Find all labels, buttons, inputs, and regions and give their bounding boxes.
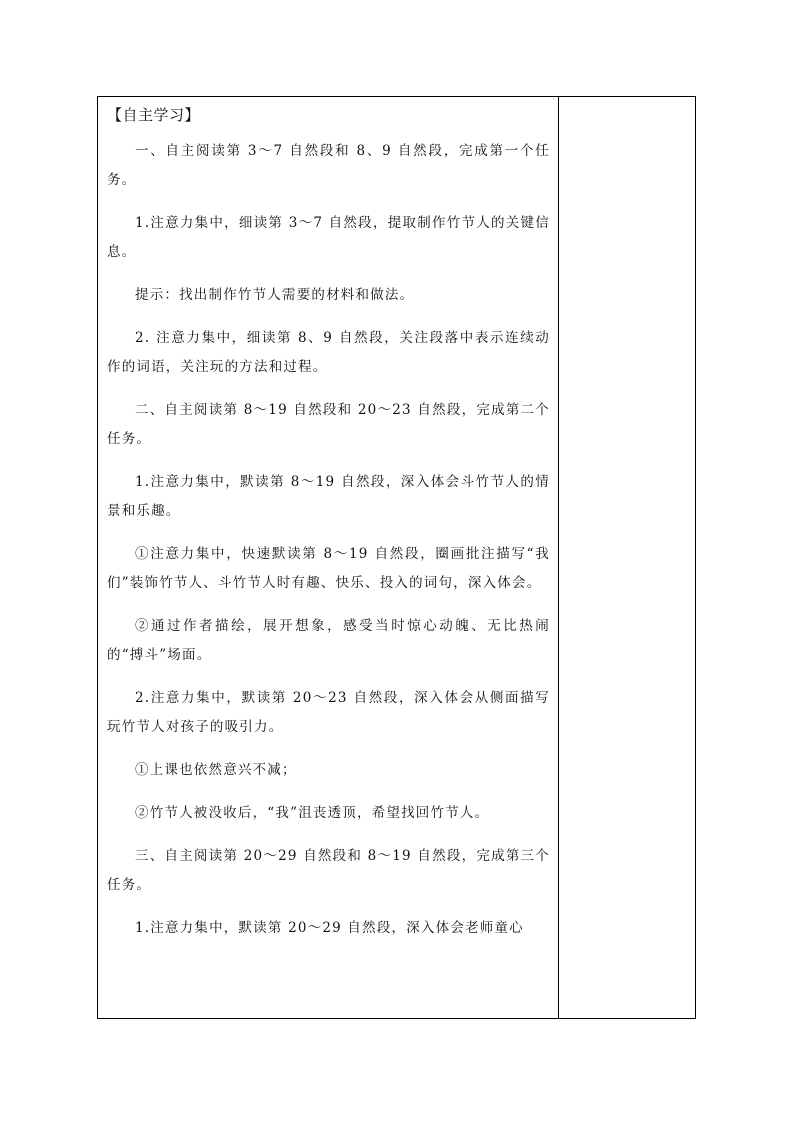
- paragraph-task-2-step-1-a: ①注意力集中，快速默读第 8～19 自然段，圈画批注描写“我们”装饰竹节人、斗竹节人时有趣、快乐、投入的词句，深入体会。: [107, 546, 550, 591]
- notes-column: [559, 97, 695, 1018]
- paragraph-task-2-step-2: 2.注意力集中，默读第 20～23 自然段，深入体会从侧面描写玩竹节人对孩子的吸引力。: [107, 690, 550, 735]
- paragraph-task-2-step-2-a: ①上课也依然意兴不减；: [135, 762, 297, 778]
- lesson-table: [97, 96, 696, 1019]
- paragraph-task-2-step-1-b: ②通过作者描绘，展开想象，感受当时惊心动魄、无比热闹的“搏斗”场面。: [107, 618, 550, 663]
- paragraph-hint: 提示：找出制作竹节人需要的材料和做法。: [135, 287, 415, 303]
- paragraph-task-1: 一、自主阅读第 3～7 自然段和 8、9 自然段，完成第一个任务。: [107, 143, 550, 188]
- paragraph-task-2: 二、自主阅读第 8～19 自然段和 20～23 自然段，完成第二个任务。: [107, 402, 550, 447]
- paragraph-task-1-step-1: 1.注意力集中，细读第 3～7 自然段，提取制作竹节人的关键信息。: [107, 215, 550, 260]
- section-heading: 【自主学习】: [107, 106, 201, 124]
- paragraph-task-3-step-1: 1.注意力集中，默读第 20～29 自然段，深入体会老师童心: [135, 920, 524, 936]
- paragraph-task-3: 三、自主阅读第 20～29 自然段和 8～19 自然段，完成第三个任务。: [107, 848, 550, 893]
- paragraph-task-2-step-2-b: ②竹节人被没收后，“我”沮丧透顶，希望找回竹节人。: [135, 805, 490, 821]
- paragraph-task-1-step-2: 2. 注意力集中，细读第 8、9 自然段，关注段落中表示连续动作的词语，关注玩的方法和过程。: [107, 330, 550, 375]
- main-column: [98, 97, 559, 1018]
- paragraph-task-2-step-1: 1.注意力集中，默读第 8～19 自然段，深入体会斗竹节人的情景和乐趣。: [107, 474, 550, 519]
